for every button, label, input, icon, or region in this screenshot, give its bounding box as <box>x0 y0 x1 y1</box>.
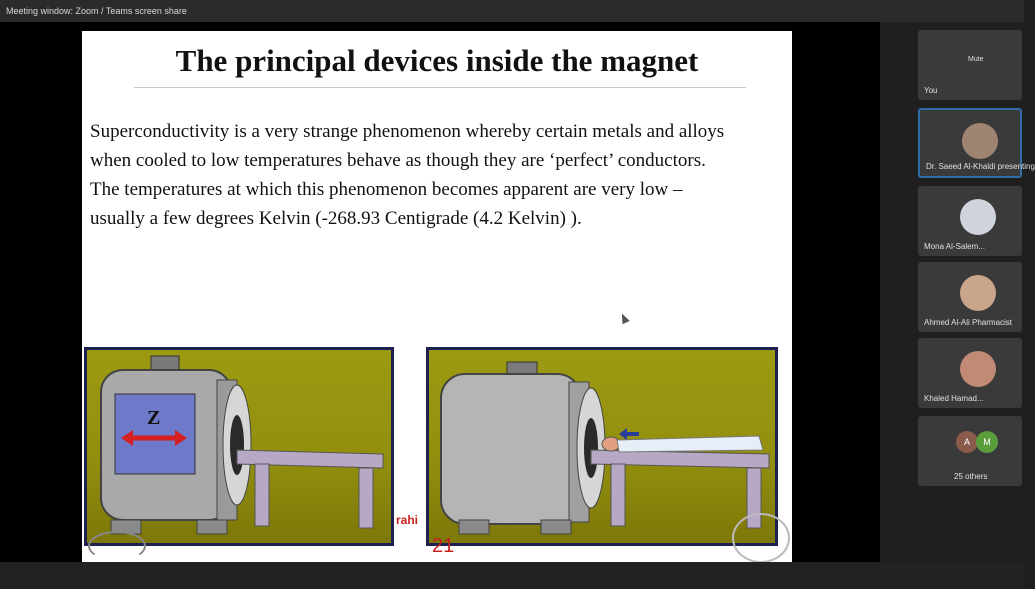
more-participants-tile[interactable] <box>918 416 1022 486</box>
slide-body-text: Superconductivity is a very strange phenomenon whereby certain metals and alloys when cooled to low temperatures behave as though they are ‘perfect’ conductors. The temperatures at which this phenomenon becomes apparent are very low – usually a few degrees Kelvin (-268.93 Centigrade (4.2 Kelvin) ). <box>90 121 725 229</box>
presentation-slide <box>82 31 792 562</box>
participant-name: Dr. Saeed Al-Khaldi presenting <box>926 162 1035 171</box>
window-title-bar <box>0 0 1024 22</box>
participant-tile[interactable] <box>918 186 1022 256</box>
participant-name: You <box>924 86 938 95</box>
magnet-z-gradient-illustration <box>84 347 394 546</box>
mute-status-label: Mute <box>968 56 984 63</box>
participant-tile[interactable] <box>918 338 1022 408</box>
avatar <box>960 351 996 387</box>
others-count: 25 others <box>954 472 988 481</box>
title-divider <box>134 87 746 88</box>
slide-footer-text: rahi <box>396 513 419 527</box>
avatar: A <box>956 431 978 453</box>
slide-number: 21 <box>432 535 455 557</box>
avatar: M <box>976 431 998 453</box>
avatar <box>962 123 998 159</box>
patient-in-magnet-illustration <box>426 347 778 546</box>
avatar <box>960 199 996 235</box>
university-logo-right <box>732 513 790 563</box>
participant-name: Ahmed Al-Ali Pharmacist <box>924 318 1013 327</box>
slide-title: The principal devices inside the magnet <box>175 43 699 78</box>
university-logo-left <box>88 531 146 561</box>
avatar <box>960 275 996 311</box>
z-axis-label: Z <box>147 407 161 429</box>
participant-name: Mona Al-Salem... <box>924 242 985 251</box>
window-title: Meeting window: Zoom / Teams screen share <box>6 6 187 16</box>
participant-tile[interactable] <box>918 262 1022 332</box>
participant-tile-self[interactable] <box>918 30 1022 100</box>
mouse-cursor-icon <box>618 312 629 324</box>
participant-tile-presenter[interactable] <box>918 108 1035 178</box>
participant-name: Khaled Hamad... <box>924 394 984 403</box>
meeting-controls-bar <box>0 562 1024 589</box>
